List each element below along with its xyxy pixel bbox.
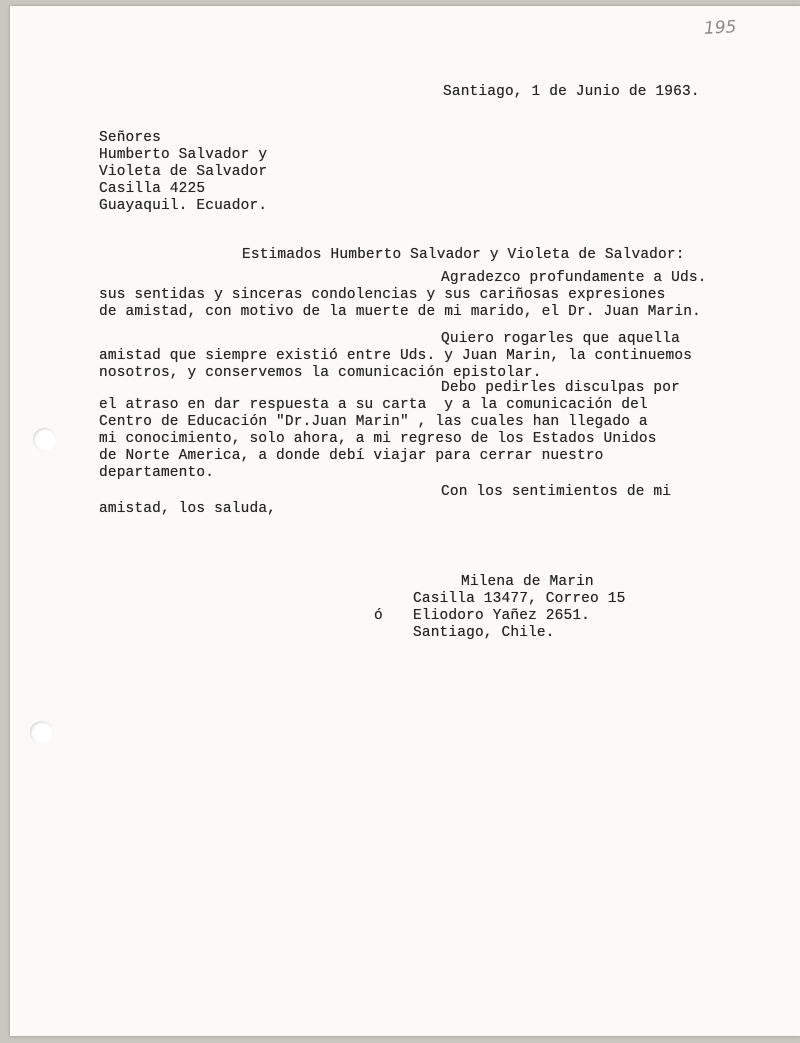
signature-line: Santiago, Chile. <box>413 625 555 641</box>
salutation: Estimados Humberto Salvador y Violeta de Salvador: <box>242 247 685 263</box>
text-line: Centro de Educación "Dr.Juan Marin" , las cuales han llegado a <box>99 414 648 430</box>
text-line: de Norte America, a donde debí viajar para cerrar nuestro <box>99 448 604 464</box>
text-line: Con los sentimientos de mi <box>441 484 672 500</box>
signature-or: ó <box>374 608 383 624</box>
punch-hole-upper <box>33 428 56 451</box>
address-line: Casilla 4225 <box>99 181 206 197</box>
archive-number: 195 <box>703 17 737 39</box>
address-line: Humberto Salvador y <box>99 147 268 163</box>
text-line: mi conocimiento, solo ahora, a mi regreso de los Estados Unidos <box>99 431 657 447</box>
text-line: amistad que siempre existió entre Uds. y Juan Marin, la continuemos <box>99 348 693 364</box>
punch-hole-lower <box>30 721 53 744</box>
address-line: Guayaquil. Ecuador. <box>99 198 268 214</box>
signature-line: Casilla 13477, Correo 15 <box>413 591 626 607</box>
address-line: Violeta de Salvador <box>99 164 268 180</box>
text-line: Agradezco profundamente a Uds. <box>441 270 707 286</box>
letter-page <box>10 6 800 1036</box>
date-line: Santiago, 1 de Junio de 1963. <box>443 84 700 100</box>
signature-line: Eliodoro Yañez 2651. <box>413 608 591 624</box>
text-line: Debo pedirles disculpas por <box>441 380 680 396</box>
text-line: de amistad, con motivo de la muerte de mi marido, el Dr. Juan Marin. <box>99 304 701 320</box>
text-line: el atraso en dar respuesta a su carta y a la comunicación del <box>99 397 648 413</box>
text-line: sus sentidas y sinceras condolencias y sus cariñosas expresiones <box>99 287 666 303</box>
text-line: Quiero rogarles que aquella <box>441 331 680 347</box>
text-line: nosotros, y conservemos la comunicación epistolar. <box>99 365 542 381</box>
address-line: Señores <box>99 130 161 146</box>
text-line: departamento. <box>99 465 215 481</box>
signature-line: Milena de Marin <box>461 574 594 590</box>
text-line: amistad, los saluda, <box>99 501 277 517</box>
